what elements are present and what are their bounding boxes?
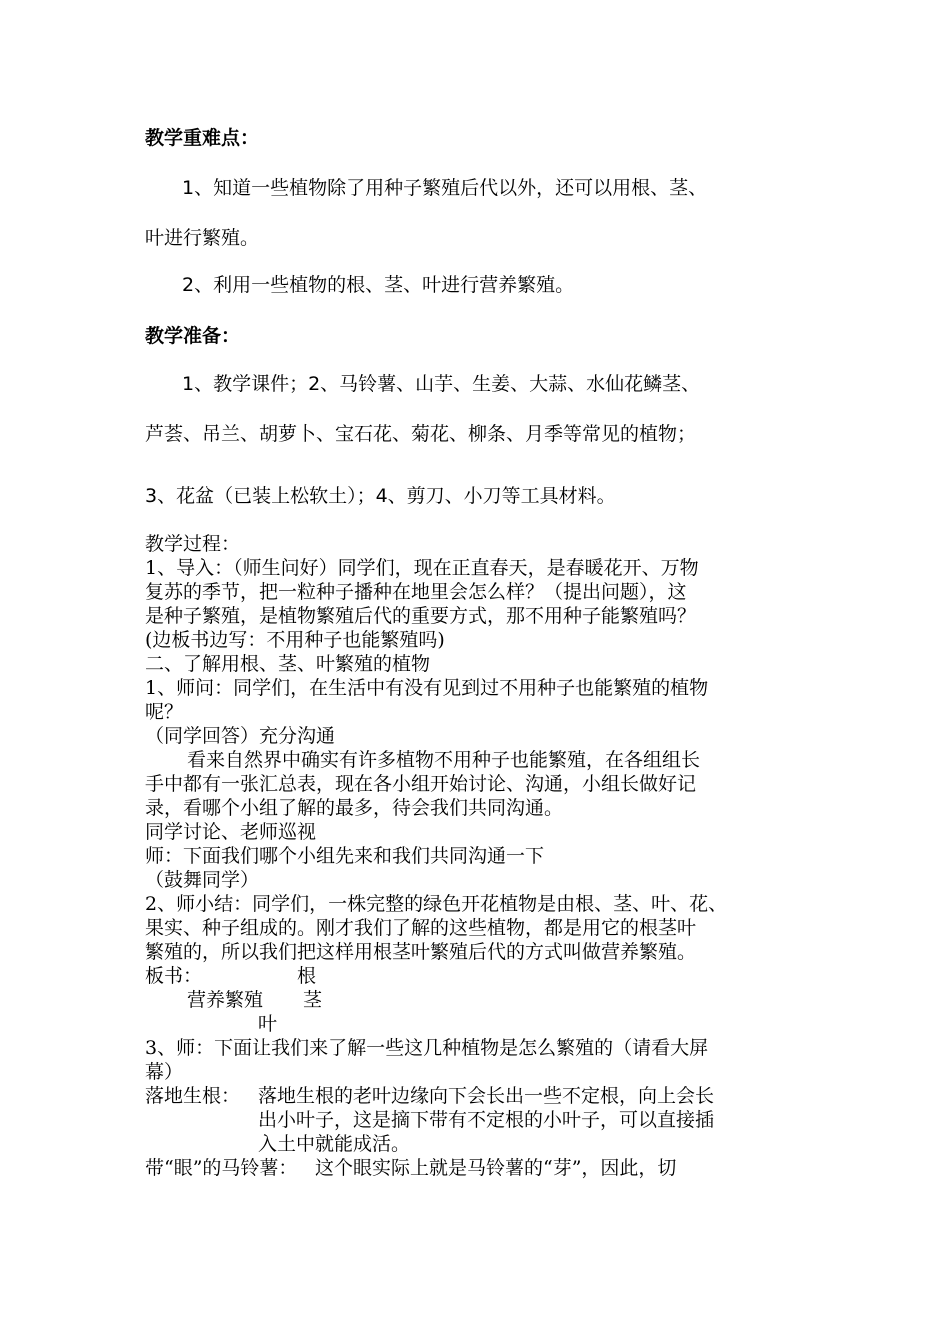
item-description-line: 落地生根的老叶边缘向下会长出一些不定根，向上会长 <box>258 1085 715 1107</box>
process-line: 呢？ <box>145 701 184 723</box>
key-point-line-3: 2、利用一些植物的根、茎、叶进行营养繁殖。 <box>182 274 575 296</box>
process-line: 2、师小结：同学们，一株完整的绿色开花植物是由根、茎、叶、花、 <box>145 893 728 915</box>
process-line: 复苏的季节，把一粒种子播种在地里会怎么样？（提出问题），这 <box>145 581 687 603</box>
process-line: 繁殖的，所以我们把这样用根茎叶繁殖后代的方式叫做营养繁殖。 <box>145 941 697 963</box>
item-term: 带“眼”的马铃薯： <box>145 1157 298 1179</box>
preparation-line-2: 芦荟、吊兰、胡萝卜、宝石花、菊花、柳条、月季等常见的植物； <box>145 423 697 445</box>
preparation-line-1: 1、教学课件；2、马铃薯、山芋、生姜、大蒜、水仙花鳞茎、 <box>182 373 701 395</box>
process-line: 1、导入：（师生问好）同学们，现在正直春天，是春暖花开、万物 <box>145 557 699 579</box>
process-line: (边板书边写：不用种子也能繁殖吗) <box>145 629 445 651</box>
process-line: 同学讨论、老师巡视 <box>145 821 317 843</box>
item-description-line: 这个眼实际上就是马铃薯的“芽”，因此，切 <box>315 1157 677 1179</box>
process-line: 手中都有一张汇总表，现在各小组开始讨论、沟通，小组长做好记 <box>145 773 697 795</box>
board-label: 板书： <box>145 965 203 987</box>
process-line: 二、了解用根、茎、叶繁殖的植物 <box>145 653 431 675</box>
key-point-line-1: 1、知道一些植物除了用种子繁殖后代以外，还可以用根、茎、 <box>182 177 708 199</box>
process-line: 果实、种子组成的。刚才我们了解的这些植物，都是用它的根茎叶 <box>145 917 697 939</box>
process-line: （同学回答）充分沟通 <box>145 725 336 747</box>
board-center: 营养繁殖 <box>187 989 264 1011</box>
process-line: 看来自然界中确实有许多植物不用种子也能繁殖，在各组组长 <box>187 749 701 771</box>
heading-key-points: 教学重难点： <box>145 127 260 149</box>
process-line: 幕） <box>145 1061 184 1083</box>
item-description-line: 出小叶子，这是摘下带有不定根的小叶子，可以直接插 <box>258 1109 715 1131</box>
preparation-line-3: 3、花盆（已装上松软土）；4、剪刀、小刀等工具材料。 <box>145 485 616 507</box>
process-line: 师：下面我们哪个小组先来和我们共同沟通一下 <box>145 845 545 867</box>
process-line: 1、师问：同学们，在生活中有没有见到过不用种子也能繁殖的植物 <box>145 677 709 699</box>
process-heading: 教学过程： <box>145 533 241 555</box>
board-root: 根 <box>297 965 317 987</box>
key-point-line-2: 叶进行繁殖。 <box>145 227 260 249</box>
board-stem: 茎 <box>303 989 323 1011</box>
item-description-line: 入土中就能成活。 <box>258 1133 411 1155</box>
process-line: 3、师：下面让我们来了解一些这几种植物是怎么繁殖的（请看大屏 <box>145 1037 709 1059</box>
process-line: 是种子繁殖，是植物繁殖后代的重要方式，那不用种子能繁殖吗？ <box>145 605 697 627</box>
heading-preparation: 教学准备： <box>145 325 241 347</box>
process-line: （鼓舞同学） <box>145 869 260 891</box>
process-line: 录，看哪个小组了解的最多，待会我们共同沟通。 <box>145 797 564 819</box>
item-term: 落地生根： <box>145 1085 241 1107</box>
board-leaf: 叶 <box>258 1013 278 1035</box>
